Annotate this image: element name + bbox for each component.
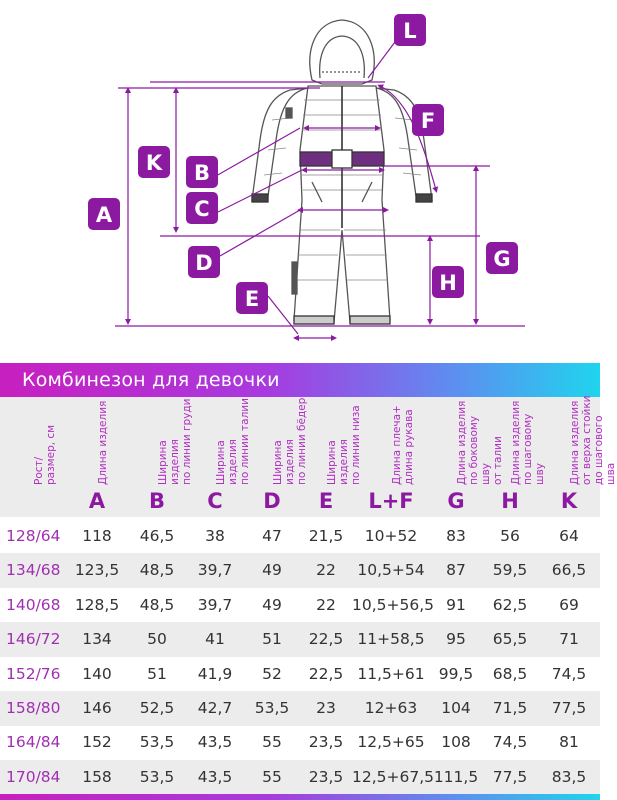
value-cell-b: 46,5: [139, 527, 175, 545]
value-cell-h: 68,5: [492, 664, 528, 683]
badge-c: [186, 192, 218, 224]
header-size: [0, 397, 66, 517]
value-cell-h: 71,5: [492, 699, 528, 717]
svg-text:H: H: [439, 271, 457, 295]
value-cell-a: 152: [82, 733, 112, 752]
value-cell-g: 108: [441, 733, 471, 752]
value-cell-b: 52,5: [139, 699, 175, 717]
table-title: Комбинезон для девочки: [22, 369, 280, 391]
table-row: [0, 760, 600, 795]
header-e: [300, 397, 362, 517]
badge-k: [138, 146, 170, 178]
header-lf: [352, 397, 430, 517]
header-description: Ширина изделия по линии бёдер: [272, 397, 308, 485]
value-cell-k: 77,5: [551, 699, 587, 717]
value-cell-h: 62,5: [492, 595, 528, 614]
value-cell-d: 49: [262, 595, 282, 614]
value-cell-k: 83,5: [551, 767, 587, 786]
size-cell: 152/76: [6, 664, 61, 683]
garment-diagram: [0, 0, 600, 360]
header-letter: D: [263, 489, 281, 513]
value-cell-e: 22,5: [308, 630, 344, 649]
header-letter: A: [88, 489, 106, 513]
badge-a: [88, 198, 120, 230]
value-cell-d: 53,5: [254, 699, 290, 717]
value-cell-d: 52: [262, 664, 282, 683]
badge-g: [486, 242, 518, 274]
value-cell-lf: 11+58,5: [357, 630, 425, 649]
value-cell-k: 69: [559, 595, 579, 614]
table-title-bar: [0, 363, 600, 397]
value-cell-e: 21,5: [308, 527, 344, 545]
value-cell-a: 123,5: [74, 561, 120, 580]
value-cell-e: 23,5: [308, 767, 344, 786]
table-row: [0, 588, 600, 623]
value-cell-e: 23: [316, 699, 336, 717]
badge-e: [236, 282, 268, 314]
svg-text:L: L: [403, 19, 417, 43]
svg-text:F: F: [420, 109, 436, 133]
value-cell-lf: 10,5+54: [357, 561, 425, 580]
header-size-label: Рост/ размер, см: [33, 424, 57, 485]
value-cell-a: 128,5: [74, 595, 120, 614]
value-cell-k: 81: [559, 733, 579, 752]
value-cell-a: 158: [82, 767, 112, 786]
value-cell-b: 48,5: [139, 595, 175, 614]
bottom-gradient-bar: [0, 794, 600, 800]
value-cell-c: 39,7: [197, 595, 233, 614]
value-cell-lf: 12,5+67,5: [352, 767, 435, 786]
badge-d: [188, 246, 220, 278]
svg-text:E: E: [244, 287, 260, 311]
value-cell-b: 50: [147, 630, 167, 649]
value-cell-k: 66,5: [551, 561, 587, 580]
value-cell-k: 74,5: [551, 664, 587, 683]
header-b: [128, 397, 193, 517]
header-k: [538, 395, 617, 517]
header-description: Ширина изделия по линии груди: [157, 398, 193, 485]
value-cell-g: 104: [441, 699, 471, 717]
header-c: [186, 397, 251, 517]
value-cell-g: 111,5: [433, 767, 479, 786]
header-letter: H: [501, 489, 519, 513]
value-cell-a: 134: [82, 630, 112, 649]
value-cell-d: 55: [262, 733, 282, 752]
table-row: [0, 725, 600, 760]
header-letter: C: [207, 489, 223, 513]
jumpsuit-illustration: [252, 20, 432, 324]
value-cell-d: 55: [262, 767, 282, 786]
value-cell-c: 43,5: [197, 767, 233, 786]
svg-text:D: D: [195, 251, 213, 275]
value-cell-h: 56: [500, 527, 520, 545]
header-description: Длина изделия от верха стойки до шагового шва: [569, 395, 617, 485]
size-cell: 140/68: [6, 595, 61, 614]
value-cell-h: 65,5: [492, 630, 528, 649]
value-cell-g: 87: [446, 561, 466, 580]
header-letter: L+F: [368, 489, 414, 513]
header-description: Длина плеча+ длина рукава: [391, 405, 415, 485]
value-cell-g: 95: [446, 630, 466, 649]
value-cell-c: 43,5: [197, 733, 233, 752]
size-cell: 158/80: [6, 699, 61, 717]
value-cell-c: 41,9: [197, 664, 233, 683]
value-cell-e: 23,5: [308, 733, 344, 752]
value-cell-c: 42,7: [197, 699, 233, 717]
value-cell-lf: 11,5+61: [357, 664, 425, 683]
table-row: [0, 519, 600, 554]
badge-l: [394, 14, 426, 46]
table-row: [0, 622, 600, 657]
badge-b: [186, 156, 218, 188]
header-h: [482, 397, 546, 517]
header-description: Длина изделия по шаговому шву: [510, 400, 546, 485]
size-cell: 170/84: [6, 767, 61, 786]
size-cell: 134/68: [6, 561, 61, 580]
value-cell-d: 47: [262, 527, 282, 545]
value-cell-b: 53,5: [139, 767, 175, 786]
value-cell-d: 51: [262, 630, 282, 649]
size-cell: 164/84: [6, 733, 61, 752]
value-cell-lf: 12+63: [364, 699, 418, 717]
header-description: Ширина изделия по линии талии: [215, 398, 251, 485]
badge-h: [432, 266, 464, 298]
svg-text:K: K: [145, 151, 163, 175]
header-g: [430, 397, 504, 517]
value-cell-b: 51: [147, 664, 167, 683]
header-letter: G: [447, 489, 465, 513]
value-cell-b: 53,5: [139, 733, 175, 752]
svg-text:A: A: [95, 203, 113, 227]
value-cell-a: 146: [82, 699, 112, 717]
value-cell-e: 22,5: [308, 664, 344, 683]
size-cell: 146/72: [6, 630, 61, 649]
svg-text:C: C: [194, 197, 210, 221]
value-cell-k: 64: [559, 527, 579, 545]
header-letter: E: [318, 489, 334, 513]
header-letter: B: [148, 489, 165, 513]
value-cell-g: 99,5: [438, 664, 474, 683]
value-cell-lf: 10,5+56,5: [352, 595, 435, 614]
table-row: [0, 691, 600, 726]
value-cell-b: 48,5: [139, 561, 175, 580]
table-row: [0, 553, 600, 588]
value-cell-e: 22: [316, 561, 336, 580]
header-letter: K: [560, 489, 578, 513]
value-cell-g: 91: [446, 595, 466, 614]
value-cell-c: 38: [205, 527, 225, 545]
value-cell-e: 22: [316, 595, 336, 614]
header-a: [66, 397, 128, 517]
svg-text:G: G: [493, 247, 511, 271]
header-d: [244, 397, 308, 517]
size-cell: 128/64: [6, 527, 61, 545]
header-description: Ширина изделия по линии низа: [326, 405, 362, 485]
table-header: [0, 395, 617, 517]
value-cell-k: 71: [559, 630, 579, 649]
value-cell-c: 41: [205, 630, 225, 649]
value-cell-d: 49: [262, 561, 282, 580]
value-cell-c: 39,7: [197, 561, 233, 580]
value-cell-a: 140: [82, 664, 112, 683]
value-cell-lf: 12,5+65: [357, 733, 425, 752]
badge-f: [412, 104, 444, 136]
table-row: [0, 657, 600, 692]
value-cell-h: 74,5: [492, 733, 528, 752]
svg-text:B: B: [193, 161, 211, 185]
header-description: Длина изделия по боковому шву от талии: [456, 400, 504, 485]
value-cell-a: 118: [82, 527, 112, 545]
value-cell-h: 77,5: [492, 767, 528, 786]
value-cell-h: 59,5: [492, 561, 528, 580]
value-cell-g: 83: [446, 527, 466, 545]
value-cell-lf: 10+52: [364, 527, 418, 545]
header-description: Длина изделия: [97, 400, 109, 485]
